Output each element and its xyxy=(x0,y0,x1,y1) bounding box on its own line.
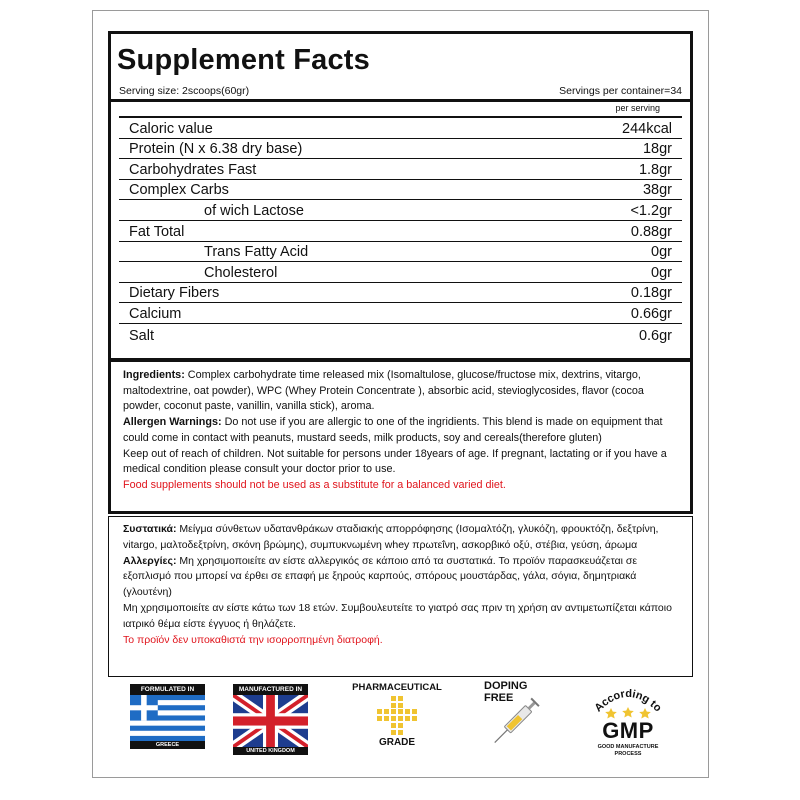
uk-badge-top: MANUFACTURED IN xyxy=(233,684,308,695)
ingredients-paragraph xyxy=(123,368,678,415)
greek-allergy-paragraph xyxy=(123,554,682,601)
gmp-line2: PROCESS xyxy=(614,751,642,757)
servings-per-container: Servings per container=34 xyxy=(559,85,682,97)
greek-ingredients-label: Συστατικά: xyxy=(123,523,177,535)
greece-badge-bottom: GREECE xyxy=(130,741,205,749)
nutrient-row xyxy=(119,324,682,345)
pharma-top-label: PHARMACEUTICAL xyxy=(352,682,442,693)
doping-line2: FREE xyxy=(484,692,514,704)
logo-strip xyxy=(108,680,693,770)
uk-badge-bottom: UNITED KINGDOM xyxy=(233,747,308,755)
nutrient-row xyxy=(119,303,682,324)
allergen-text: Do not use if you are allergic to one of the ingridients. This blend is made on equipment that could come in contact with peanuts, mustard seeds, milk products, soy and cereals(therefore gluten) xyxy=(123,416,663,444)
manufactured-in-uk-badge xyxy=(233,684,308,755)
greek-ingredients-paragraph xyxy=(123,522,682,554)
ingredients-label: Ingredients: xyxy=(123,369,185,381)
divider-thick-bottom xyxy=(111,358,690,362)
nutrient-label: Complex Carbs xyxy=(129,182,229,199)
greek-flag-icon xyxy=(130,695,205,741)
greek-section xyxy=(123,522,682,648)
uk-flag-icon xyxy=(233,695,308,747)
ingredients-section xyxy=(123,368,678,494)
nutrient-row xyxy=(119,283,682,304)
nutrient-label: Carbohydrates Fast xyxy=(129,161,257,178)
svg-text:According to: According to xyxy=(592,687,664,715)
nutrient-row xyxy=(119,139,682,160)
nutrient-label: of wich Lactose xyxy=(204,202,304,219)
panel-title: Supplement Facts xyxy=(117,44,370,76)
nutrient-label: Salt xyxy=(129,327,154,344)
ingredients-text: Complex carbohydrate time released mix (Isomaltulose, glucose/fructose mix, dextrins, vitargo, maltodextrine, oat powder), WPC (Whey Protein Concentrate ), absorbic acid, stevioglycosides, flavor (cocoa powder, coconut paste, vanillin, vanilla stick), aroma. xyxy=(123,369,644,413)
greek-warning-text: Μη χρησιμοποιείτε αν είστε κάτω των 18 ετών. Συμβουλευτείτε το γιατρό σας πριν τη χρήση αν αντιμετωπίζεται κάποιο ιατρικό θέμα είστε έγγυος ή θηλάζετε. xyxy=(123,601,672,630)
supplement-facts-panel xyxy=(108,31,693,514)
doping-free-badge xyxy=(478,680,568,766)
greek-allergy-text: Μη χρησιμοποιείτε αν είστε αλλεργικός σε κάποιο από τα συστατικά. Το προϊόν παρασκευάζεται σε εξοπλισμό που μπορεί να έρθει σε επαφή με ξηρούς καρπούς, σπόρους μουστάρδας, γάλα, σόγια, δημητριακά (γλουτένη) xyxy=(123,554,638,599)
red-note: Food supplements should not be used as a substitute for a balanced varied diet. xyxy=(123,478,506,491)
warning-text: Keep out of reach of children. Not suitable for persons under 18years of age. If pregnant, lactating or if you have a medical condition please consult your doctor prior to use. xyxy=(123,447,667,476)
nutrient-row xyxy=(119,118,682,139)
nutrient-table xyxy=(119,118,682,345)
syringe-icon xyxy=(482,686,552,756)
nutrient-row xyxy=(119,180,682,201)
nutrient-value: 0.6gr xyxy=(638,327,672,344)
nutrient-label: Protein (N x 6.38 dry base) xyxy=(129,141,303,158)
gmp-main-label: GMP xyxy=(602,718,654,743)
nutrient-label: Trans Fatty Acid xyxy=(204,244,309,261)
nutrient-value: 0gr xyxy=(651,264,672,281)
nutrient-label: Dietary Fibers xyxy=(129,285,220,302)
doping-line1: DOPING xyxy=(484,680,528,692)
nutrient-label: Calcium xyxy=(129,305,182,322)
per-serving-header: per serving xyxy=(615,103,660,113)
greece-badge-top: FORMULATED IN xyxy=(130,684,205,695)
nutrient-value: 18gr xyxy=(642,141,672,158)
gmp-line1: GOOD MANUFACTURE xyxy=(597,744,659,750)
serving-size: Serving size: 2scoops(60gr) xyxy=(119,85,250,97)
nutrient-value: 1.8gr xyxy=(638,161,672,178)
divider-thick xyxy=(111,99,690,102)
pharma-bottom-label: GRADE xyxy=(378,737,416,748)
pharmaceutical-grade-badge xyxy=(342,680,452,766)
nutrient-value: 0.88gr xyxy=(630,223,672,240)
nutrient-value: 0gr xyxy=(651,244,672,261)
nutrient-row xyxy=(119,242,682,263)
nutrient-label: Cholesterol xyxy=(204,264,278,281)
nutrient-row xyxy=(119,262,682,283)
nutrient-value: 0.66gr xyxy=(630,305,672,322)
gmp-badge xyxy=(578,680,678,768)
allergen-label: Allergen Warnings: xyxy=(123,416,222,429)
nutrient-value: 38gr xyxy=(642,182,672,199)
allergen-paragraph xyxy=(123,415,678,446)
greek-ingredients-text: Μείγμα σύνθετων υδατανθράκων σταδιακής απορρόφησης (Ισομαλτόζη, γλυκόζη, φρουκτόζη, δεξτρίνη, vitargo, μαλτοδεξτρίνη, σκόνη βρώμης), συμπυκνωμένη whey πρωτεΐνη, ασκορβικό οξύ, στέβια, γεύση, άρωμα xyxy=(123,523,659,551)
greek-panel xyxy=(108,516,693,677)
nutrient-row xyxy=(119,200,682,221)
nutrient-label: Fat Total xyxy=(129,223,185,240)
greek-allergy-label: Αλλεργίες: xyxy=(123,554,177,567)
pharma-cross-icon xyxy=(377,695,417,735)
nutrient-value: <1.2gr xyxy=(630,202,672,219)
nutrient-row xyxy=(119,159,682,180)
nutrient-value: 0.18gr xyxy=(630,285,672,302)
greek-red-note: Το προϊόν δεν υποκαθιστά την ισορροπημένη διατροφή. xyxy=(123,633,383,646)
nutrient-label: Caloric value xyxy=(129,120,213,137)
nutrient-value: 244kcal xyxy=(622,120,672,137)
nutrient-row xyxy=(119,221,682,242)
formulated-in-greece-badge xyxy=(130,684,205,749)
